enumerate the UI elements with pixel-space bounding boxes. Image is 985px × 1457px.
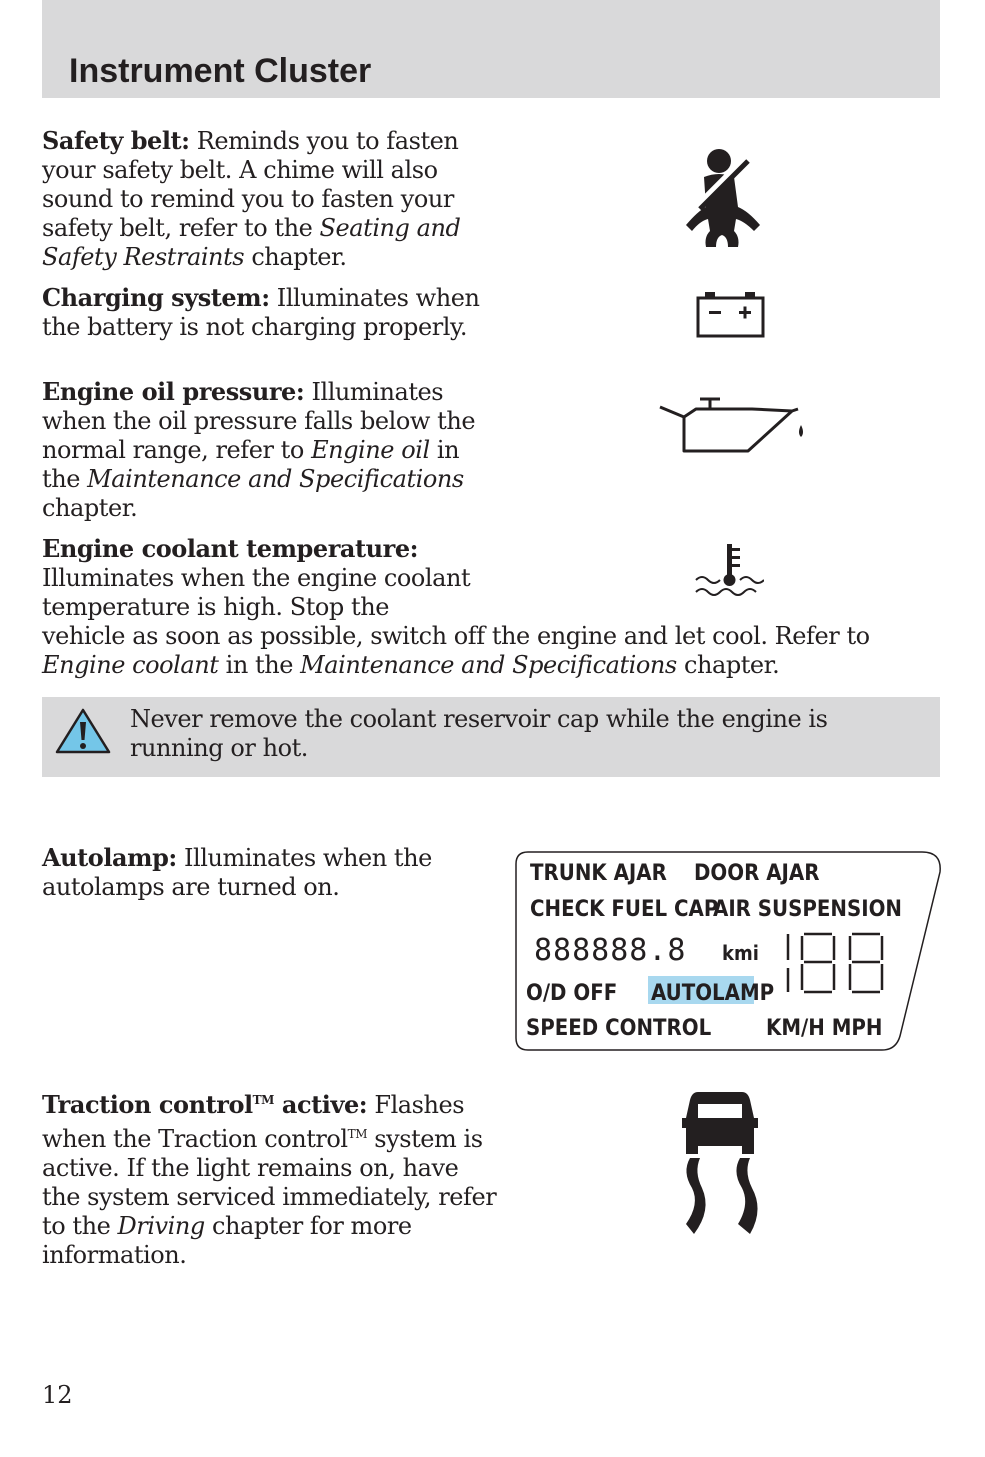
coolant-ref-chapter: Maintenance and Specifications xyxy=(300,651,677,679)
traction-control-icon xyxy=(680,1088,760,1238)
coolant-description xyxy=(42,534,922,680)
oil-pressure-ref-engine-oil: Engine oil xyxy=(311,436,430,464)
autolamp-description xyxy=(42,843,462,902)
lcd-trunk-ajar: TRUNK AJAR xyxy=(530,861,667,886)
oil-pressure-description xyxy=(42,377,502,523)
traction-description xyxy=(42,1086,502,1270)
traction-text-1: Flashes when the Traction control xyxy=(42,1091,465,1153)
charging-system-description xyxy=(42,283,502,342)
traction-term xyxy=(42,1090,367,1119)
traction-term-2: active: xyxy=(274,1090,368,1119)
oil-pressure-mid: in the xyxy=(42,436,460,493)
warning-triangle-icon xyxy=(54,707,112,755)
coolant-temperature-icon xyxy=(694,542,764,598)
coolant-text-2: vehicle as soon as possible, switch off the engine and let cool. Refer to xyxy=(42,622,870,650)
oil-pressure-tail: chapter. xyxy=(42,494,138,522)
lcd-odometer-unit: kmi xyxy=(722,941,759,965)
lcd-air-suspension: AIR SUSPENSION xyxy=(713,897,902,922)
coolant-mid: in the xyxy=(218,651,301,679)
traction-tm-1: TM xyxy=(252,1093,274,1107)
page-number: 12 xyxy=(42,1381,73,1409)
safety-belt-description xyxy=(42,126,502,272)
charging-system-term: Charging system: xyxy=(42,283,270,312)
oil-pressure-term: Engine oil pressure: xyxy=(42,377,305,406)
autolamp-text: Illuminates when the autolamps are turned on. xyxy=(42,844,432,901)
safety-belt-tail: chapter. xyxy=(244,243,347,271)
traction-reference: Driving xyxy=(117,1212,205,1240)
seatbelt-icon xyxy=(682,145,764,249)
autolamp-term: Autolamp: xyxy=(42,843,177,872)
page-header xyxy=(42,0,940,98)
battery-icon xyxy=(695,290,767,340)
coolant-tail: chapter. xyxy=(676,651,780,679)
traction-text-2: system is active. If the light remains on, have the system serviced immediately, refer to the xyxy=(42,1125,497,1240)
safety-belt-term: Safety belt: xyxy=(42,126,190,155)
safety-belt-text: Reminds you to fasten your safety belt. A chime will also sound to remind you to fasten your safety belt, refer to the xyxy=(42,127,459,242)
traction-term-1: Traction control xyxy=(42,1090,253,1119)
lcd-od-off: O/D OFF xyxy=(526,981,618,1006)
page-title: Instrument Cluster xyxy=(69,52,372,90)
oil-pressure-ref-chapter: Maintenance and Specifications xyxy=(87,465,464,493)
warning-box xyxy=(42,697,940,777)
cluster-message-display xyxy=(514,850,944,1054)
lcd-speed-control: SPEED CONTROL xyxy=(526,1016,712,1041)
lcd-odometer: 888888.8 xyxy=(534,933,687,968)
lcd-autolamp: AUTOLAMP xyxy=(651,981,775,1006)
oil-can-icon xyxy=(656,395,808,455)
traction-tail: chapter for more information. xyxy=(42,1212,412,1269)
warning-text: Never remove the coolant reservoir cap while the engine is running or hot. xyxy=(130,705,828,762)
lcd-check-fuel-cap: CHECK FUEL CAP xyxy=(530,897,719,922)
lcd-speed-units: KM/H MPH xyxy=(766,1016,883,1041)
coolant-text-1: Illuminates when the engine coolant temperature is high. Stop the xyxy=(42,564,471,621)
charging-system-text: Illuminates when the battery is not charging properly. xyxy=(42,284,480,341)
coolant-term: Engine coolant temperature: xyxy=(42,534,419,563)
coolant-ref-engine-coolant: Engine coolant xyxy=(42,651,219,679)
traction-tm-2: TM xyxy=(347,1127,368,1141)
lcd-door-ajar: DOOR AJAR xyxy=(694,861,820,886)
oil-pressure-text: Illuminates when the oil pressure falls below the normal range, refer to xyxy=(42,378,476,464)
safety-belt-reference: Seating and Safety Restraints xyxy=(42,214,461,271)
